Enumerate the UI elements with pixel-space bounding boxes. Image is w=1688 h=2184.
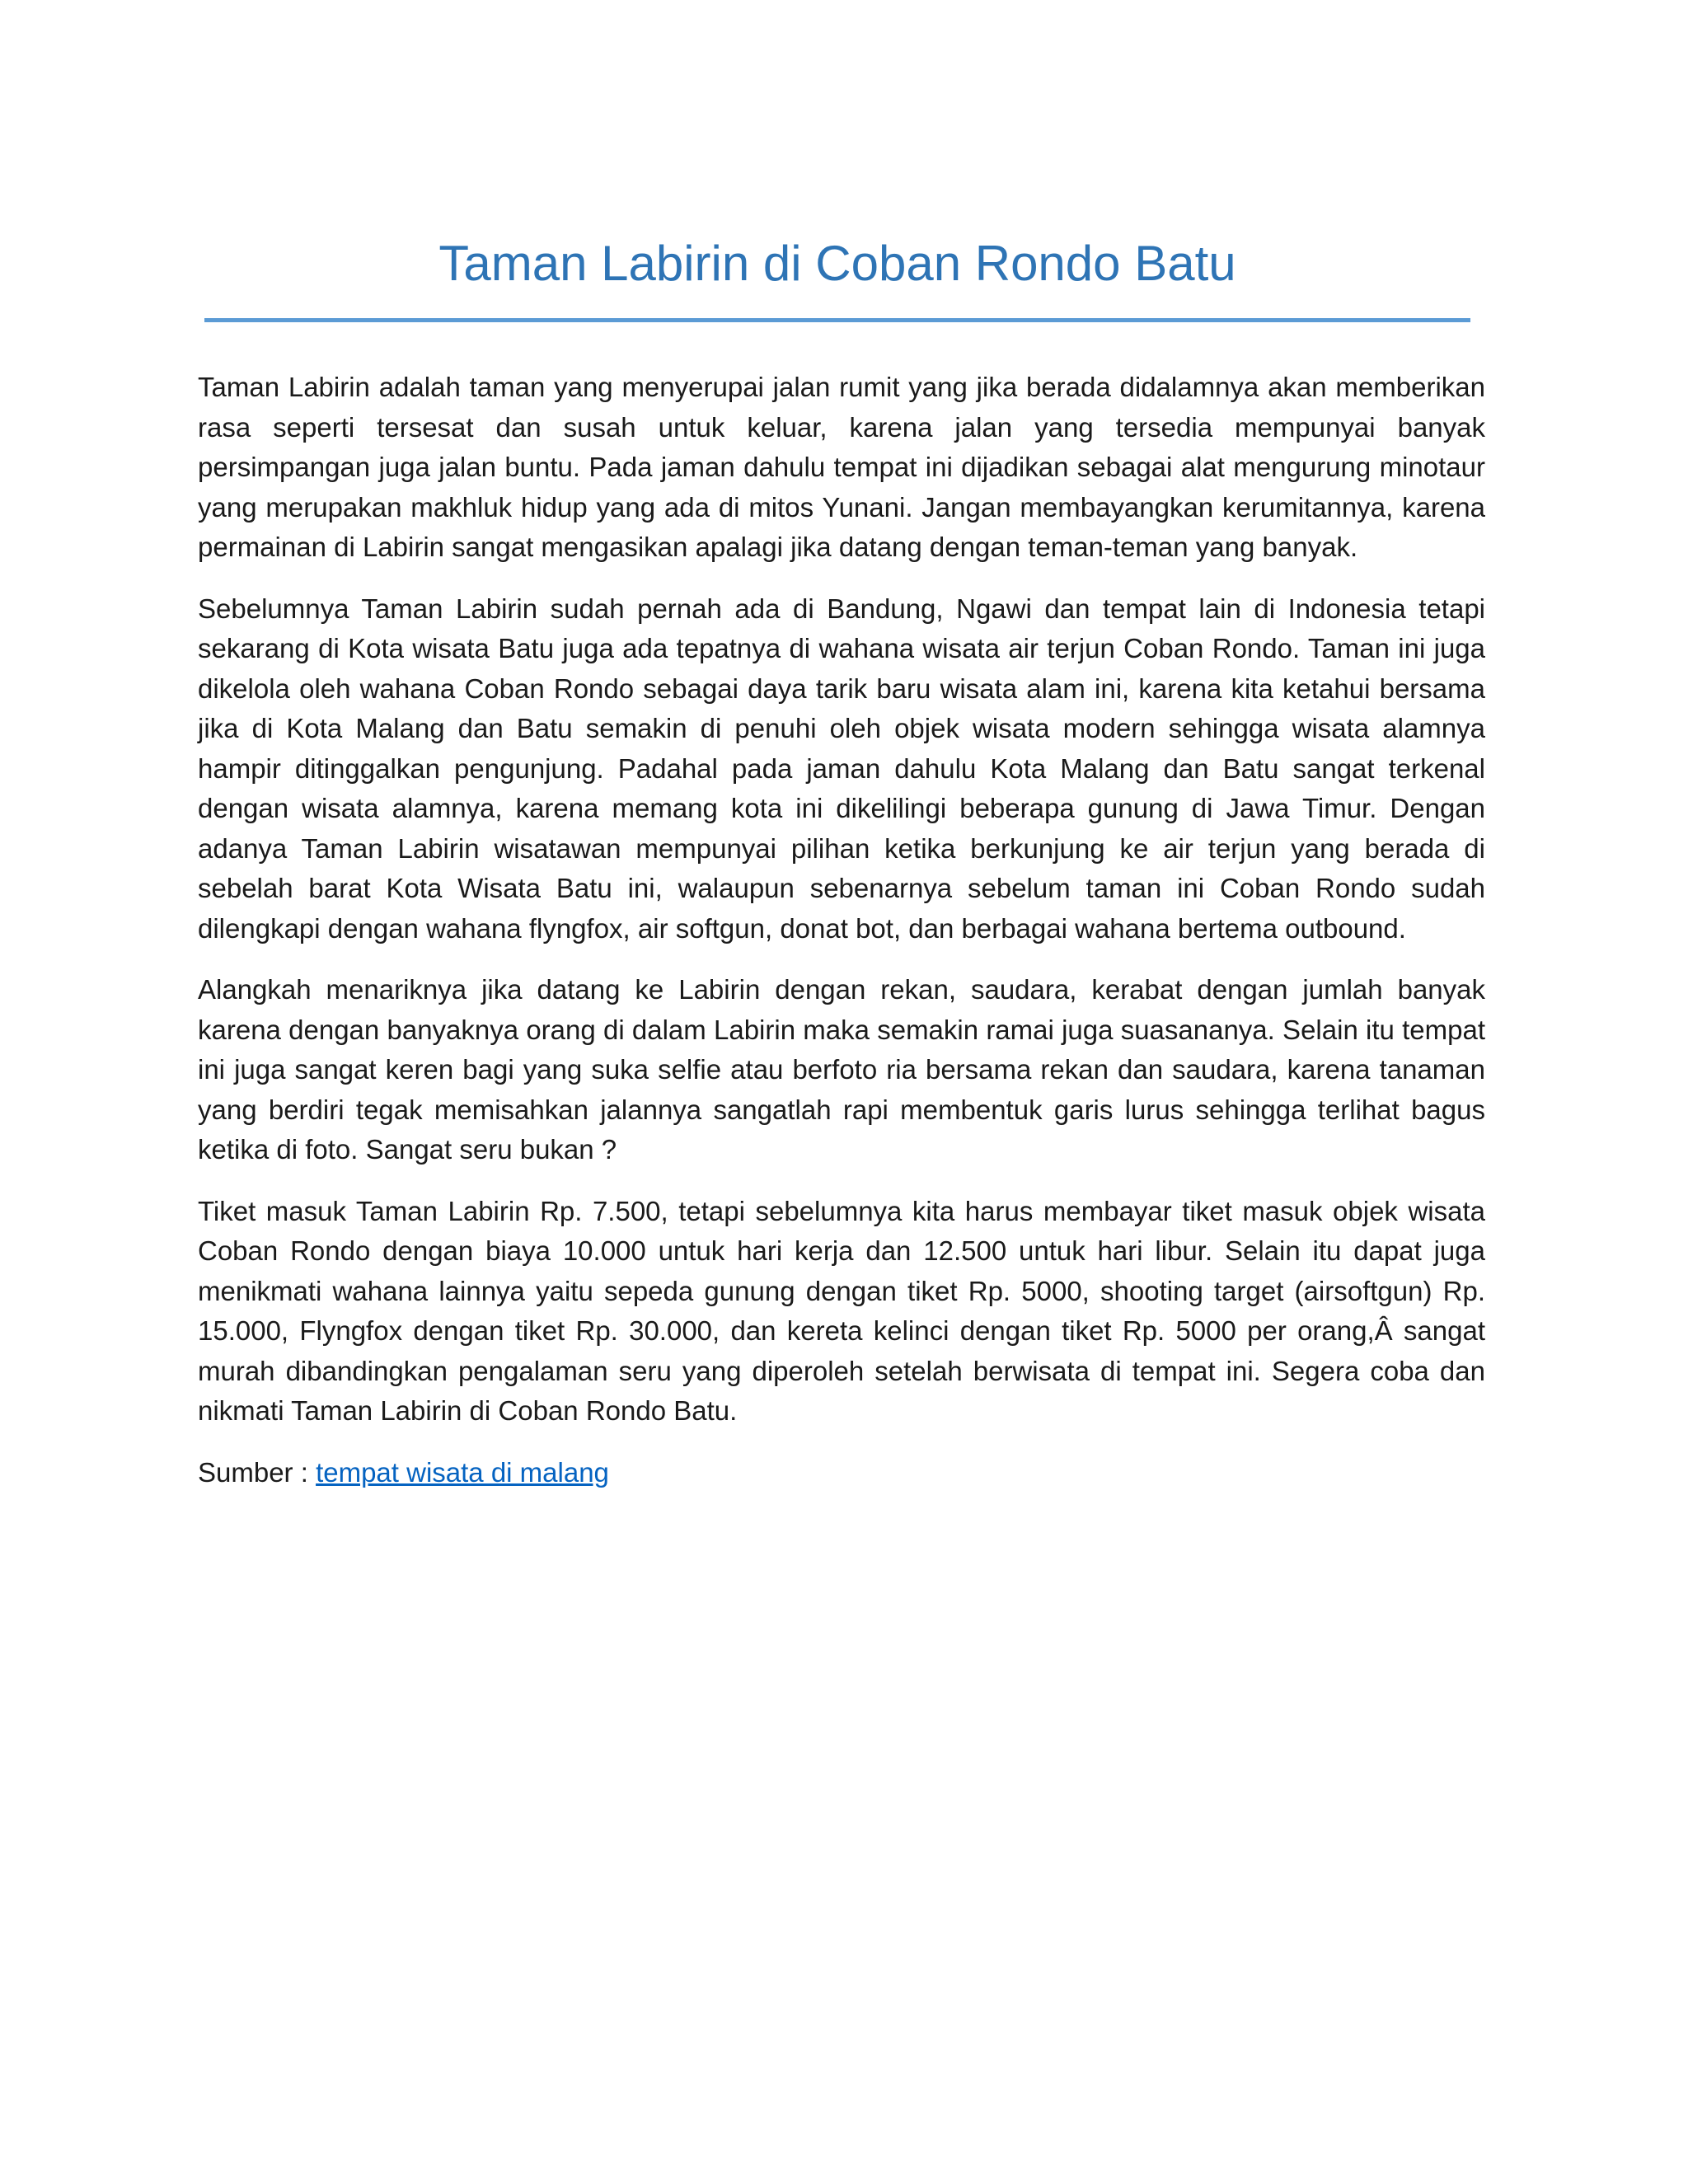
document-body — [198, 368, 1485, 1493]
paragraph-2: Sebelumnya Taman Labirin sudah pernah ada di Bandung, Ngawi dan tempat lain di Indonesia tetapi sekarang di Kota wisata Batu juga ada tepatnya di wahana wisata air terjun Coban Rondo. Taman ini juga dikelola oleh wahana Coban Rondo sebagai daya tarik baru wisata alam ini, karena kita ketahui bersama jika di Kota Malang dan Batu semakin di penuhi oleh objek wisata modern sehingga wisata alamnya hampir ditinggalkan pengunjung. Padahal pada jaman dahulu Kota Malang dan Batu sangat terkenal dengan wisata alamnya, karena memang kota ini dikelilingi beberapa gunung di Jawa Timur. Dengan adanya Taman Labirin wisatawan mempunyai pilihan ketika berkunjung ke air terjun yang berada di sebelah barat Kota Wisata Batu ini, walaupun sebenarnya sebelum taman ini Coban Rondo sudah dilengkapi dengan wahana flyngfox, air softgun, donat bot, dan berbagai wahana bertema outbound. — [198, 593, 1485, 944]
document-title: Taman Labirin di Coban Rondo Batu — [438, 236, 1236, 291]
paragraph-3: Alangkah menariknya jika datang ke Labirin dengan rekan, saudara, kerabat dengan jumlah banyak karena dengan banyaknya orang di dalam Labirin maka semakin ramai juga suasananya. Selain itu tempat ini juga sangat keren bagi yang suka selfie atau berfoto ria bersama rekan dan saudara, karena tanaman yang berdiri tegak memisahkan jalannya sangatlah rapi membentuk garis lurus sehingga terlihat bagus ketika di foto. Sangat seru bukan ? — [198, 974, 1485, 1165]
paragraph-1: Taman Labirin adalah taman yang menyerupai jalan rumit yang jika berada didalamnya akan memberikan rasa seperti tersesat dan susah untuk keluar, karena jalan yang tersedia mempunyai banyak persimpangan juga jalan buntu. Pada jaman dahulu tempat ini dijadikan sebagai alat mengurung minotaur yang merupakan makhluk hidup yang ada di mitos Yunani. Jangan membayangkan kerumitannya, karena permainan di Labirin sangat mengasikan apalagi jika datang dengan teman-teman yang banyak. — [198, 372, 1485, 562]
paragraph-4: Tiket masuk Taman Labirin Rp. 7.500, tetapi sebelumnya kita harus membayar tiket masuk objek wisata Coban Rondo dengan biaya 10.000 untuk hari kerja dan 12.500 untuk hari libur. Selain itu dapat juga menikmati wahana lainnya yaitu sepeda gunung dengan tiket Rp. 5000, shooting target (airsoftgun) Rp. 15.000, Flyngfox dengan tiket Rp. 30.000, dan kereta kelinci dengan tiket Rp. 5000 per orang,Â sangat murah dibandingkan pengalaman seru yang diperoleh setelah berwisata di tempat ini. Segera coba dan nikmati Taman Labirin di Coban Rondo Batu. — [198, 1195, 1485, 1426]
source-label: Sumber : — [198, 1456, 316, 1488]
source-link[interactable]: tempat wisata di malang — [316, 1456, 609, 1488]
source-line — [198, 1453, 1485, 1493]
title-underline-rule — [204, 318, 1470, 322]
